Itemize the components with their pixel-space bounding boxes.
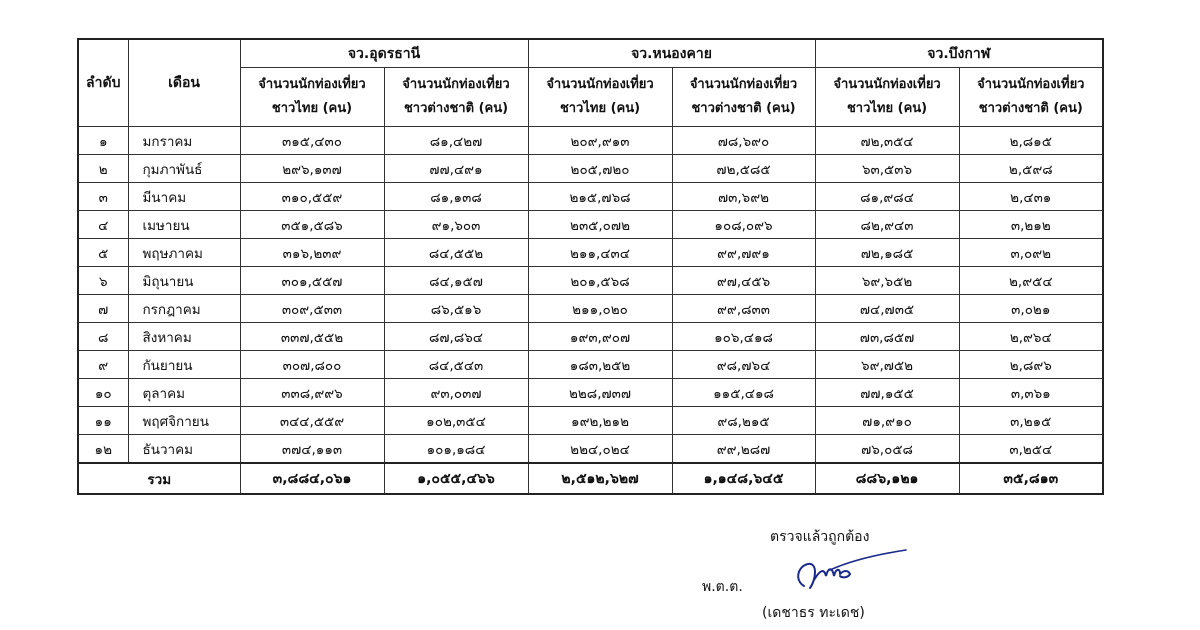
total-value: ๒,๕๑๒,๖๒๗ (528, 463, 672, 494)
cell-value: ๒๙๖,๑๓๗ (240, 155, 384, 183)
table-row (78, 295, 1103, 323)
row-number: ๓ (78, 183, 128, 211)
cell-value: ๑๐๖,๔๑๘ (672, 323, 815, 351)
cell-value: ๒๒๘,๗๓๗ (528, 379, 672, 407)
cell-value: ๙๑,๖๐๓ (384, 211, 528, 239)
subheader-foreign-tourists: จำนวนนักท่องเที่ยว ชาวต่างชาติ (คน) (672, 68, 815, 127)
row-number: ๕ (78, 239, 128, 267)
cell-value: ๖๙,๗๕๒ (815, 351, 959, 379)
row-month: พฤศจิกายน (128, 407, 240, 435)
table-row (78, 127, 1103, 155)
table-row (78, 351, 1103, 379)
cell-value: ๓๔๔,๕๕๙ (240, 407, 384, 435)
cell-value: ๘๔,๕๕๒ (384, 239, 528, 267)
row-month: มีนาคม (128, 183, 240, 211)
row-number: ๖ (78, 267, 128, 295)
cell-value: ๓,๒๕๔ (959, 435, 1103, 464)
cell-value: ๓๓๘,๙๙๖ (240, 379, 384, 407)
cell-value: ๒,๕๙๘ (959, 155, 1103, 183)
verification-note: ตรวจแล้วถูกต้อง (770, 529, 870, 545)
cell-value: ๘๔,๕๔๓ (384, 351, 528, 379)
table-row (78, 323, 1103, 351)
province-header-bueng-kan: จว.บึงกาฬ (815, 39, 1103, 68)
cell-value: ๓๑๐,๕๕๙ (240, 183, 384, 211)
row-month: พฤษภาคม (128, 239, 240, 267)
cell-value: ๖๙,๖๕๒ (815, 267, 959, 295)
header-row-provinces (78, 39, 1103, 68)
cell-value: ๓๐๑,๕๕๗ (240, 267, 384, 295)
cell-value: ๒๑๕,๗๖๘ (528, 183, 672, 211)
cell-value: ๑๐๒,๓๕๔ (384, 407, 528, 435)
table-row (78, 435, 1103, 464)
cell-value: ๓๓๗,๕๕๒ (240, 323, 384, 351)
table-row (78, 267, 1103, 295)
cell-value: ๘๗,๘๖๔ (384, 323, 528, 351)
subheader-foreign-tourists: จำนวนนักท่องเที่ยว ชาวต่างชาติ (คน) (384, 68, 528, 127)
cell-value: ๙๙,๘๓๓ (672, 295, 815, 323)
total-value: ๓,๘๘๔,๐๖๑ (240, 463, 384, 494)
cell-value: ๗๗,๔๙๑ (384, 155, 528, 183)
subheader-foreign-tourists: จำนวนนักท่องเที่ยว ชาวต่างชาติ (คน) (959, 68, 1103, 127)
cell-value: ๙๘,๒๑๕ (672, 407, 815, 435)
cell-value: ๒,๘๑๕ (959, 127, 1103, 155)
cell-value: ๗๖,๐๕๘ (815, 435, 959, 464)
row-number: ๑๑ (78, 407, 128, 435)
cell-value: ๑๘๓,๒๕๒ (528, 351, 672, 379)
cell-value: ๒๐๕,๗๒๐ (528, 155, 672, 183)
row-number: ๒ (78, 155, 128, 183)
province-header-nong-khai: จว.หนองคาย (528, 39, 815, 68)
cell-value: ๙๓,๐๓๗ (384, 379, 528, 407)
table-row (78, 183, 1103, 211)
cell-value: ๒๑๑,๔๓๔ (528, 239, 672, 267)
cell-value: ๒,๔๓๑ (959, 183, 1103, 211)
cell-value: ๖๓,๕๓๖ (815, 155, 959, 183)
row-number: ๔ (78, 211, 128, 239)
cell-value: ๑๐๘,๐๙๖ (672, 211, 815, 239)
cell-value: ๙๙,๒๘๗ (672, 435, 815, 464)
cell-value: ๓๐๙,๕๓๓ (240, 295, 384, 323)
cell-value: ๗๘,๖๙๐ (672, 127, 815, 155)
cell-value: ๓,๒๑๒ (959, 211, 1103, 239)
row-number: ๑๒ (78, 435, 128, 464)
cell-value: ๙๘,๗๖๔ (672, 351, 815, 379)
table-row (78, 407, 1103, 435)
cell-value: ๙๗,๔๕๖ (672, 267, 815, 295)
cell-value: ๑๐๑,๑๘๔ (384, 435, 528, 464)
cell-value: ๗๔,๗๓๕ (815, 295, 959, 323)
cell-value: ๗๓,๘๕๗ (815, 323, 959, 351)
row-number: ๘ (78, 323, 128, 351)
cell-value: ๓,๐๒๑ (959, 295, 1103, 323)
cell-value: ๓๐๗,๘๐๐ (240, 351, 384, 379)
cell-value: ๑๑๕,๔๑๘ (672, 379, 815, 407)
row-number: ๑๐ (78, 379, 128, 407)
cell-value: ๓,๒๑๕ (959, 407, 1103, 435)
subheader-thai-tourists: จำนวนนักท่องเที่ยว ชาวไทย (คน) (240, 68, 384, 127)
row-month: กันยายน (128, 351, 240, 379)
cell-value: ๒๒๔,๐๒๔ (528, 435, 672, 464)
cell-value: ๗๒,๑๘๕ (815, 239, 959, 267)
total-value: ๓๕,๘๑๓ (959, 463, 1103, 494)
row-month: ธันวาคม (128, 435, 240, 464)
column-header-month: เดือน (128, 39, 240, 127)
cell-value: ๓๑๕,๔๓๐ (240, 127, 384, 155)
subheader-thai-tourists: จำนวนนักท่องเที่ยว ชาวไทย (คน) (815, 68, 959, 127)
cell-value: ๒๐๙,๙๑๓ (528, 127, 672, 155)
column-header-no: ลำดับ (78, 39, 128, 127)
table-row (78, 211, 1103, 239)
row-month: ตุลาคม (128, 379, 240, 407)
cell-value: ๓,๓๖๑ (959, 379, 1103, 407)
total-value: ๑,๑๔๘,๖๔๕ (672, 463, 815, 494)
cell-value: ๘๑,๙๘๔ (815, 183, 959, 211)
total-row (78, 463, 1103, 494)
cell-value: ๘๑,๔๒๗ (384, 127, 528, 155)
row-number: ๑ (78, 127, 128, 155)
cell-value: ๗๒,๕๘๕ (672, 155, 815, 183)
row-month: กุมภาพันธ์ (128, 155, 240, 183)
province-header-udon-thani: จว.อุดรธานี (240, 39, 528, 68)
cell-value: ๗๓,๖๙๒ (672, 183, 815, 211)
cell-value: ๒๑๑,๐๒๐ (528, 295, 672, 323)
handwritten-signature (790, 546, 910, 598)
row-number: ๙ (78, 351, 128, 379)
table-row (78, 155, 1103, 183)
cell-value: ๗๗,๑๕๕ (815, 379, 959, 407)
table-row (78, 239, 1103, 267)
cell-value: ๘๒,๙๔๓ (815, 211, 959, 239)
row-month: สิงหาคม (128, 323, 240, 351)
cell-value: ๘๔,๑๕๗ (384, 267, 528, 295)
signer-rank: พ.ต.ต. (702, 579, 743, 595)
cell-value: ๓๑๖,๒๓๙ (240, 239, 384, 267)
cell-value: ๓๕๑,๕๘๖ (240, 211, 384, 239)
table-row (78, 379, 1103, 407)
cell-value: ๒,๘๙๖ (959, 351, 1103, 379)
subheader-thai-tourists: จำนวนนักท่องเที่ยว ชาวไทย (คน) (528, 68, 672, 127)
cell-value: ๗๒,๓๕๔ (815, 127, 959, 155)
row-month: เมษายน (128, 211, 240, 239)
cell-value: ๒,๙๕๔ (959, 267, 1103, 295)
cell-value: ๒,๙๖๔ (959, 323, 1103, 351)
cell-value: ๓๗๔,๑๑๓ (240, 435, 384, 464)
tourist-statistics-table (77, 38, 1104, 495)
total-value: ๑,๐๕๕,๔๖๖ (384, 463, 528, 494)
row-month: มิถุนายน (128, 267, 240, 295)
cell-value: ๘๖,๕๑๖ (384, 295, 528, 323)
cell-value: ๑๙๓,๙๐๗ (528, 323, 672, 351)
cell-value: ๙๙,๗๙๑ (672, 239, 815, 267)
total-value: ๘๘๖,๑๒๑ (815, 463, 959, 494)
cell-value: ๘๑,๑๓๘ (384, 183, 528, 211)
row-number: ๗ (78, 295, 128, 323)
total-label: รวม (78, 463, 240, 494)
row-month: กรกฎาคม (128, 295, 240, 323)
signer-name: (เดชาธร ทะเดช) (762, 605, 865, 621)
row-month: มกราคม (128, 127, 240, 155)
cell-value: ๓,๐๙๒ (959, 239, 1103, 267)
cell-value: ๒๓๕,๐๗๒ (528, 211, 672, 239)
cell-value: ๗๑,๙๑๐ (815, 407, 959, 435)
cell-value: ๑๙๒,๒๑๒ (528, 407, 672, 435)
cell-value: ๒๐๑,๕๖๘ (528, 267, 672, 295)
